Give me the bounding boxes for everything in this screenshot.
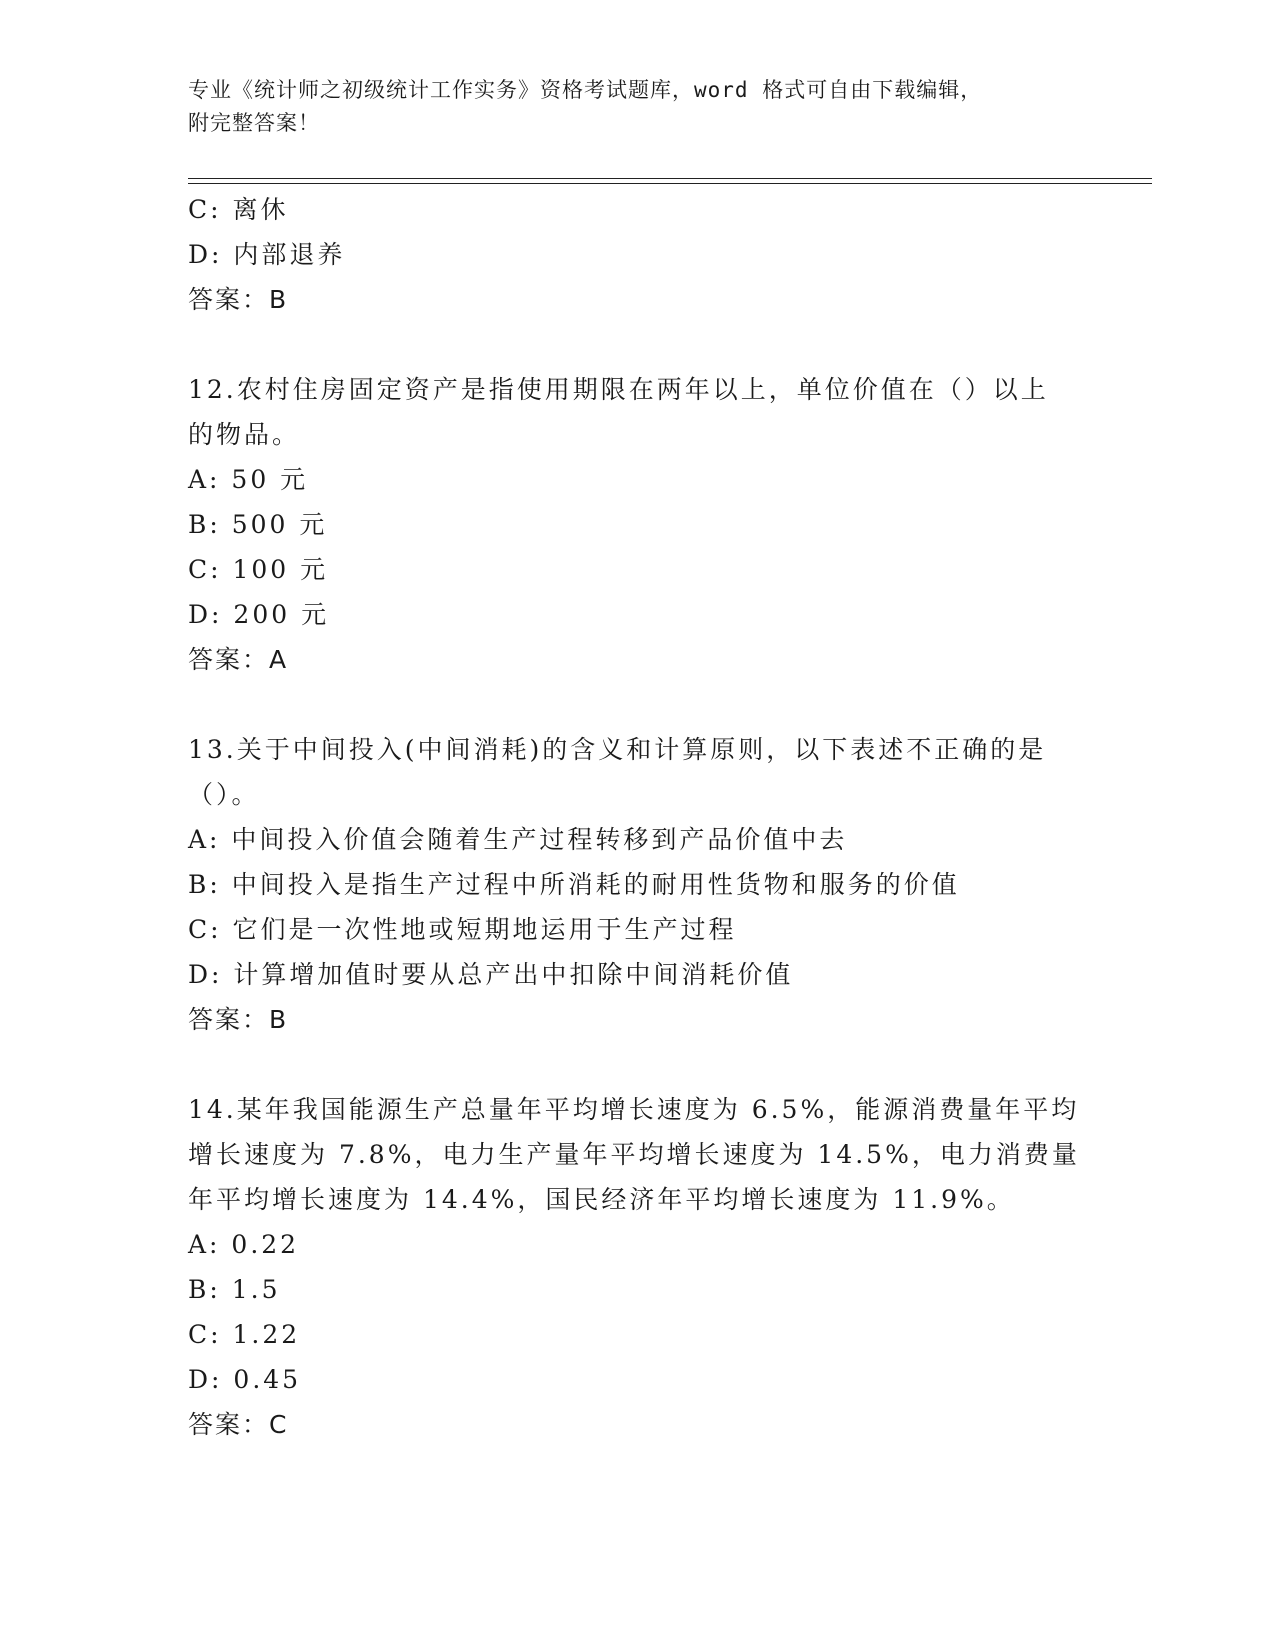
q13-option-a: A: 中间投入价值会随着生产过程转移到产品价值中去 <box>188 825 848 854</box>
header-line-2: 附完整答案！ <box>188 111 320 135</box>
q14-option-c: C: 1.22 <box>188 1320 301 1349</box>
q14-option-b: B: 1.5 <box>188 1275 281 1304</box>
q14-option-d: D: 0.45 <box>188 1365 302 1394</box>
q12-option-b: B: 500 元 <box>188 510 328 539</box>
q12-option-a: A: 50 元 <box>188 465 309 494</box>
q11-answer: 答案：B <box>188 285 289 314</box>
q12-option-d: D: 200 元 <box>188 600 330 629</box>
q12-stem-line-2: 的物品。 <box>188 420 301 449</box>
q14-option-a: A: 0.22 <box>188 1230 300 1259</box>
q11-option-c: C: 离休 <box>188 195 289 224</box>
q11-option-d: D: 内部退养 <box>188 240 346 269</box>
q14-answer: 答案：C <box>188 1410 289 1439</box>
q13-answer: 答案：B <box>188 1005 289 1034</box>
q14-stem-line-3: 年平均增长速度为 14.4%，国民经济年平均增长速度为 11.9%。 <box>188 1185 1015 1214</box>
q12-stem-line-1: 12.农村住房固定资产是指使用期限在两年以上，单位价值在（）以上 <box>188 375 1049 404</box>
q12-option-c: C: 100 元 <box>188 555 329 584</box>
header-divider-top <box>188 178 1152 179</box>
q13-stem-line-2: （）。 <box>188 780 260 809</box>
q12-answer: 答案：A <box>188 645 289 674</box>
q13-stem-line-1: 13.关于中间投入(中间消耗)的含义和计算原则，以下表述不正确的是 <box>188 735 1047 764</box>
header-line-1: 专业《统计师之初级统计工作实务》资格考试题库，word 格式可自由下载编辑， <box>188 78 983 102</box>
page-header <box>188 74 1088 140</box>
header-divider-bottom <box>188 183 1152 184</box>
q13-option-c: C: 它们是一次性地或短期地运用于生产过程 <box>188 915 737 944</box>
q14-stem-line-1: 14.某年我国能源生产总量年平均增长速度为 6.5%，能源消费量年平均 <box>188 1095 1080 1124</box>
q14-stem-line-2: 增长速度为 7.8%，电力生产量年平均增长速度为 14.5%，电力消费量 <box>188 1140 1080 1169</box>
q13-option-d: D: 计算增加值时要从总产出中扣除中间消耗价值 <box>188 960 794 989</box>
q13-option-b: B: 中间投入是指生产过程中所消耗的耐用性货物和服务的价值 <box>188 870 960 899</box>
